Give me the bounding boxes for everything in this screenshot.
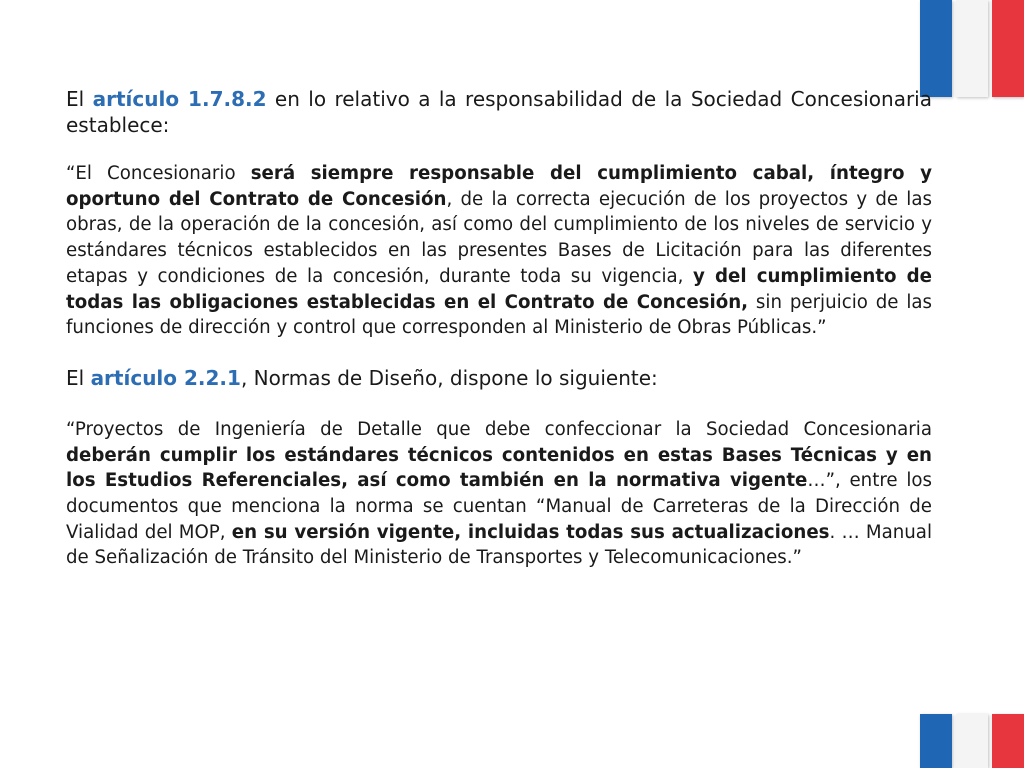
flag-stripe-red [992,0,1024,97]
article-reference: artículo 2.2.1 [90,365,241,390]
paragraph-article-1782-intro: El artículo 1.7.8.2 en lo relativo a la responsabilidad de la Sociedad Concesionaria establece: [66,87,932,137]
chile-flag-stripes-bottom [920,714,1024,768]
bold-emphasis: en su versión vigente, incluidas todas sus actualizaciones [231,521,830,543]
flag-stripe-blue [920,714,952,768]
flag-stripe-red [992,714,1024,768]
paragraph-article-221-quote: “Proyectos de Ingeniería de Detalle que debe confeccionar la Sociedad Concesionaria deberán cumplir los estándares técnicos contenidos en estas Bases Técnicas y en los Estudios Referenciales, así como también en la normativa vigente…”, entre los documentos que menciona la norma se cuentan “Manual de Carreteras de la Dirección de Vialidad del MOP, en su versión vigente, incluidas todas sus actualizaciones. … Manual de Señalización de Tránsito del Ministerio de Transportes y Telecomunicaciones.” [66,418,933,569]
bold-emphasis: será siempre responsable del cumplimiento cabal, íntegro y oportuno del Contrato de Concesión [66,163,932,210]
paragraph-article-1782-quote: “El Concesionario será siempre responsable del cumplimiento cabal, íntegro y oportuno del Contrato de Concesión, de la correcta ejecución de los proyectos y de las obras, de la operación de la concesión, así como del cumplimiento de los niveles de servicio y estándares técnicos establecidos en las presentes Bases de Licitación para las diferentes etapas y condiciones de la concesión, durante toda su vigencia, y del cumplimiento de todas las obligaciones establecidas en el Contrato de Concesión, sin perjuicio de las funciones de dirección y control que corresponden al Ministerio de Obras Públicas.” [66,163,933,339]
flag-stripe-white [956,0,988,97]
slide-body [66,86,932,571]
chile-flag-stripes-top [920,0,1024,97]
flag-stripe-blue [920,0,952,97]
bold-emphasis: y del cumplimiento de todas las obligaciones establecidas en el Contrato de Concesión, [66,265,933,313]
paragraph-article-221-intro: El artículo 2.2.1, Normas de Diseño, dispone lo siguiente: [66,365,658,390]
article-reference: artículo 1.7.8.2 [92,87,267,111]
flag-stripe-white [956,714,988,768]
bold-emphasis: deberán cumplir los estándares técnicos contenidos en estas Bases Técnicas y en los Estudios Referenciales, así como también en la normativa vigente [66,444,932,492]
